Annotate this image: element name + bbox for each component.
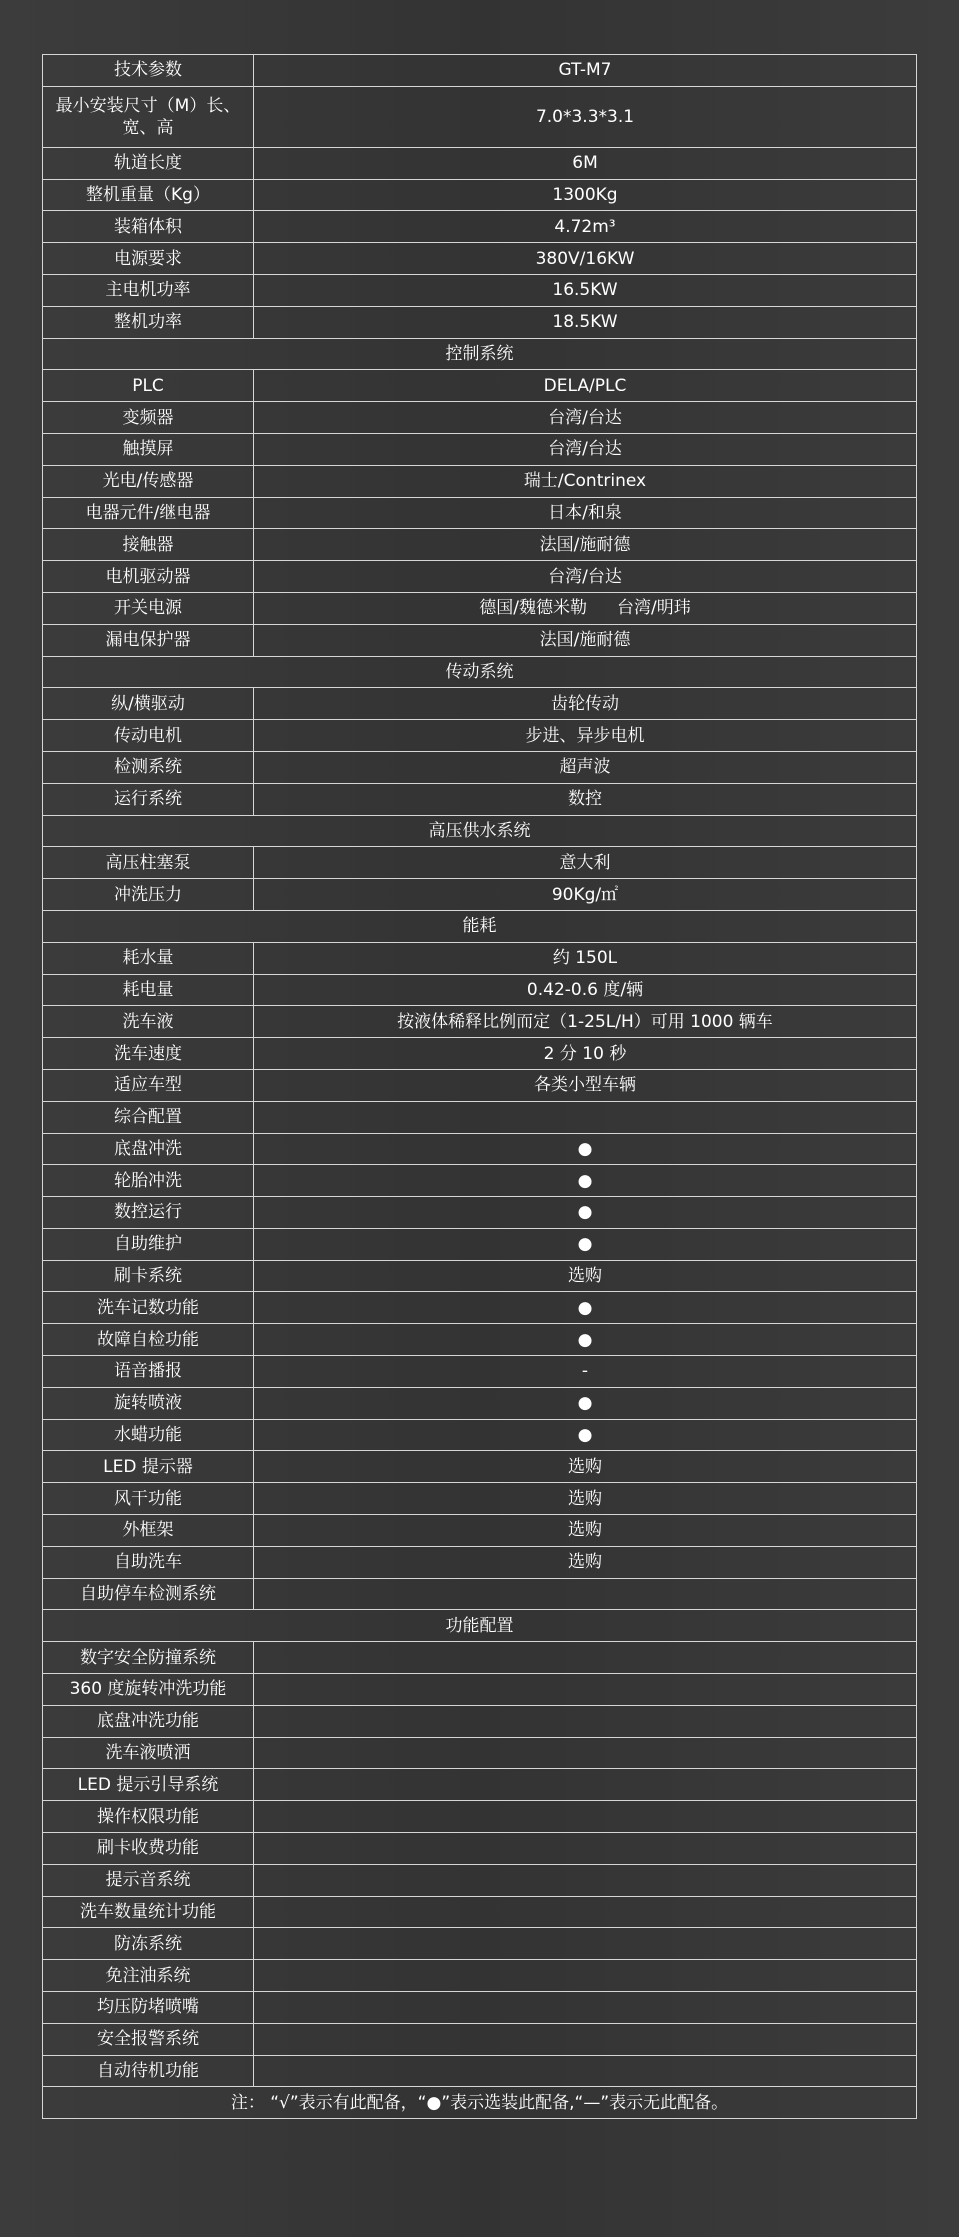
section-title: 能耗 <box>43 910 917 942</box>
row-label: 检测系统 <box>43 751 254 783</box>
spec-row <box>43 624 917 656</box>
row-value: 齿轮传动 <box>254 688 917 720</box>
row-value <box>254 1896 917 1928</box>
row-value: 2 分 10 秒 <box>254 1038 917 1070</box>
row-label: 轮胎冲洗 <box>43 1165 254 1197</box>
spec-row <box>43 1451 917 1483</box>
row-value: ● <box>254 1292 917 1324</box>
spec-row <box>43 1101 917 1133</box>
row-value: - <box>254 1356 917 1388</box>
row-value <box>254 1101 917 1133</box>
spec-row <box>43 243 917 275</box>
row-value <box>254 1801 917 1833</box>
row-label: 适应车型 <box>43 1069 254 1101</box>
row-value: 按液体稀释比例而定（1-25L/H）可用 1000 辆车 <box>254 1006 917 1038</box>
function-row <box>43 2055 917 2087</box>
row-value: 选购 <box>254 1515 917 1547</box>
row-label: 触摸屏 <box>43 433 254 465</box>
row-label: 刷卡收费功能 <box>43 1833 254 1865</box>
row-value <box>254 2023 917 2055</box>
row-label: 外框架 <box>43 1515 254 1547</box>
spec-row <box>43 1546 917 1578</box>
row-value <box>254 1992 917 2024</box>
row-value <box>254 1642 917 1674</box>
spec-row <box>43 751 917 783</box>
row-value <box>254 1864 917 1896</box>
row-label: 开关电源 <box>43 592 254 624</box>
row-value: ● <box>254 1133 917 1165</box>
spec-row <box>43 1133 917 1165</box>
function-row <box>43 1674 917 1706</box>
spec-row <box>43 1387 917 1419</box>
row-label: 传动电机 <box>43 720 254 752</box>
spec-table-body <box>43 55 917 2119</box>
spec-row <box>43 783 917 815</box>
function-row <box>43 1833 917 1865</box>
section-title: 控制系统 <box>43 338 917 370</box>
row-value: 18.5KW <box>254 306 917 338</box>
spec-row <box>43 402 917 434</box>
spec-row <box>43 179 917 211</box>
row-label: 洗车液 <box>43 1006 254 1038</box>
spec-row <box>43 720 917 752</box>
row-label: 变频器 <box>43 402 254 434</box>
row-label: 耗水量 <box>43 942 254 974</box>
row-label: 底盘冲洗 <box>43 1133 254 1165</box>
spec-row <box>43 1483 917 1515</box>
spec-row <box>43 1260 917 1292</box>
row-value <box>254 1833 917 1865</box>
row-value <box>254 592 917 624</box>
row-label: 自助洗车 <box>43 1546 254 1578</box>
row-value: 1300Kg <box>254 179 917 211</box>
table-header-row <box>43 55 917 87</box>
spec-row <box>43 561 917 593</box>
function-row <box>43 1705 917 1737</box>
spec-row <box>43 433 917 465</box>
section-water <box>43 815 917 847</box>
spec-row <box>43 497 917 529</box>
row-label: 接触器 <box>43 529 254 561</box>
row-value <box>254 1705 917 1737</box>
row-label: 数字安全防撞系统 <box>43 1642 254 1674</box>
row-label: 整机重量（Kg） <box>43 179 254 211</box>
spec-row <box>43 147 917 179</box>
row-label: 水蜡功能 <box>43 1419 254 1451</box>
spec-row <box>43 974 917 1006</box>
function-row <box>43 1928 917 1960</box>
row-label: 风干功能 <box>43 1483 254 1515</box>
row-label: 防冻系统 <box>43 1928 254 1960</box>
row-label: LED 提示引导系统 <box>43 1769 254 1801</box>
row-label: 运行系统 <box>43 783 254 815</box>
spec-row <box>43 1228 917 1260</box>
spec-row <box>43 1165 917 1197</box>
row-label: 电器元件/继电器 <box>43 497 254 529</box>
spec-table <box>42 54 917 2119</box>
row-value: ● <box>254 1387 917 1419</box>
row-value: 7.0*3.3*3.1 <box>254 86 917 147</box>
spec-row <box>43 529 917 561</box>
function-row <box>43 1737 917 1769</box>
row-value-part: 德国/魏德米勒 <box>479 598 587 619</box>
row-label: 洗车记数功能 <box>43 1292 254 1324</box>
spec-row <box>43 86 917 147</box>
row-label: 主电机功率 <box>43 274 254 306</box>
row-value: 超声波 <box>254 751 917 783</box>
row-value: ● <box>254 1197 917 1229</box>
row-value: 选购 <box>254 1260 917 1292</box>
row-label: 电源要求 <box>43 243 254 275</box>
spec-row <box>43 879 917 911</box>
row-value: 步进、异步电机 <box>254 720 917 752</box>
function-row <box>43 1960 917 1992</box>
row-value: 台湾/台达 <box>254 433 917 465</box>
row-value <box>254 1674 917 1706</box>
section-function <box>43 1610 917 1642</box>
spec-row <box>43 847 917 879</box>
function-row <box>43 1769 917 1801</box>
row-label: PLC <box>43 370 254 402</box>
row-label: 技术参数 <box>43 55 254 87</box>
row-label: 洗车数量统计功能 <box>43 1896 254 1928</box>
spec-row <box>43 1419 917 1451</box>
row-label: 洗车速度 <box>43 1038 254 1070</box>
row-value: 数控 <box>254 783 917 815</box>
row-label: 纵/横驱动 <box>43 688 254 720</box>
row-label: 装箱体积 <box>43 211 254 243</box>
section-title: 高压供水系统 <box>43 815 917 847</box>
row-value: ● <box>254 1419 917 1451</box>
row-value <box>254 1769 917 1801</box>
spec-row <box>43 1356 917 1388</box>
row-value: ● <box>254 1324 917 1356</box>
row-label: 数控运行 <box>43 1197 254 1229</box>
row-value <box>254 1960 917 1992</box>
spec-row <box>43 1515 917 1547</box>
section-title: 传动系统 <box>43 656 917 688</box>
row-label: LED 提示器 <box>43 1451 254 1483</box>
row-value <box>254 2055 917 2087</box>
row-label: 自助维护 <box>43 1228 254 1260</box>
row-value: 4.72m³ <box>254 211 917 243</box>
row-label: 免注油系统 <box>43 1960 254 1992</box>
function-row <box>43 1642 917 1674</box>
row-value: GT-M7 <box>254 55 917 87</box>
row-value: 各类小型车辆 <box>254 1069 917 1101</box>
row-label: 最小安装尺寸（M）长、宽、高 <box>43 86 254 147</box>
row-label: 漏电保护器 <box>43 624 254 656</box>
row-value: 90Kg/㎡ <box>254 879 917 911</box>
spec-row <box>43 1069 917 1101</box>
row-value: 约 150L <box>254 942 917 974</box>
row-value-part: 台湾/明玮 <box>617 598 691 619</box>
row-label: 整机功率 <box>43 306 254 338</box>
row-label: 故障自检功能 <box>43 1324 254 1356</box>
row-label: 耗电量 <box>43 974 254 1006</box>
row-label: 高压柱塞泵 <box>43 847 254 879</box>
spec-row <box>43 688 917 720</box>
function-row <box>43 2023 917 2055</box>
row-label: 旋转喷液 <box>43 1387 254 1419</box>
spec-row <box>43 211 917 243</box>
row-value: DELA/PLC <box>254 370 917 402</box>
row-label: 刷卡系统 <box>43 1260 254 1292</box>
row-label: 360 度旋转冲洗功能 <box>43 1674 254 1706</box>
row-label: 光电/传感器 <box>43 465 254 497</box>
row-value <box>254 1928 917 1960</box>
row-value <box>254 1578 917 1610</box>
spec-row <box>43 1578 917 1610</box>
spec-row <box>43 370 917 402</box>
row-value: 法国/施耐德 <box>254 624 917 656</box>
row-label: 语音播报 <box>43 1356 254 1388</box>
row-value: 380V/16KW <box>254 243 917 275</box>
row-value: 选购 <box>254 1483 917 1515</box>
spec-row <box>43 592 917 624</box>
section-drive <box>43 656 917 688</box>
section-title: 注： “√”表示有此配备，“●”表示选装此配备,“—”表示无此配备。 <box>43 2087 917 2119</box>
row-value: 台湾/台达 <box>254 402 917 434</box>
row-label: 冲洗压力 <box>43 879 254 911</box>
row-label: 轨道长度 <box>43 147 254 179</box>
row-label: 洗车液喷洒 <box>43 1737 254 1769</box>
row-value: 选购 <box>254 1546 917 1578</box>
row-value: 16.5KW <box>254 274 917 306</box>
row-label: 均压防堵喷嘴 <box>43 1992 254 2024</box>
spec-row <box>43 1038 917 1070</box>
spec-row <box>43 1197 917 1229</box>
row-value: 瑞士/Contrinex <box>254 465 917 497</box>
note-row <box>43 2087 917 2119</box>
spec-row <box>43 306 917 338</box>
spec-row <box>43 465 917 497</box>
row-label: 综合配置 <box>43 1101 254 1133</box>
spec-row <box>43 1006 917 1038</box>
function-row <box>43 1864 917 1896</box>
row-label: 底盘冲洗功能 <box>43 1705 254 1737</box>
row-value: 0.42-0.6 度/辆 <box>254 974 917 1006</box>
spec-row <box>43 1324 917 1356</box>
row-value: ● <box>254 1228 917 1260</box>
row-label: 安全报警系统 <box>43 2023 254 2055</box>
row-label: 操作权限功能 <box>43 1801 254 1833</box>
row-label: 电机驱动器 <box>43 561 254 593</box>
row-value: 意大利 <box>254 847 917 879</box>
spec-row <box>43 942 917 974</box>
function-row <box>43 1801 917 1833</box>
row-value: ● <box>254 1165 917 1197</box>
spec-row <box>43 1292 917 1324</box>
row-value: 台湾/台达 <box>254 561 917 593</box>
row-value <box>254 1737 917 1769</box>
spec-row <box>43 274 917 306</box>
row-label: 自动待机功能 <box>43 2055 254 2087</box>
section-energy <box>43 910 917 942</box>
row-value: 6M <box>254 147 917 179</box>
function-row <box>43 1992 917 2024</box>
row-label: 自助停车检测系统 <box>43 1578 254 1610</box>
row-value: 日本/和泉 <box>254 497 917 529</box>
row-label: 提示音系统 <box>43 1864 254 1896</box>
section-control <box>43 338 917 370</box>
row-value: 选购 <box>254 1451 917 1483</box>
function-row <box>43 1896 917 1928</box>
section-title: 功能配置 <box>43 1610 917 1642</box>
row-value: 法国/施耐德 <box>254 529 917 561</box>
